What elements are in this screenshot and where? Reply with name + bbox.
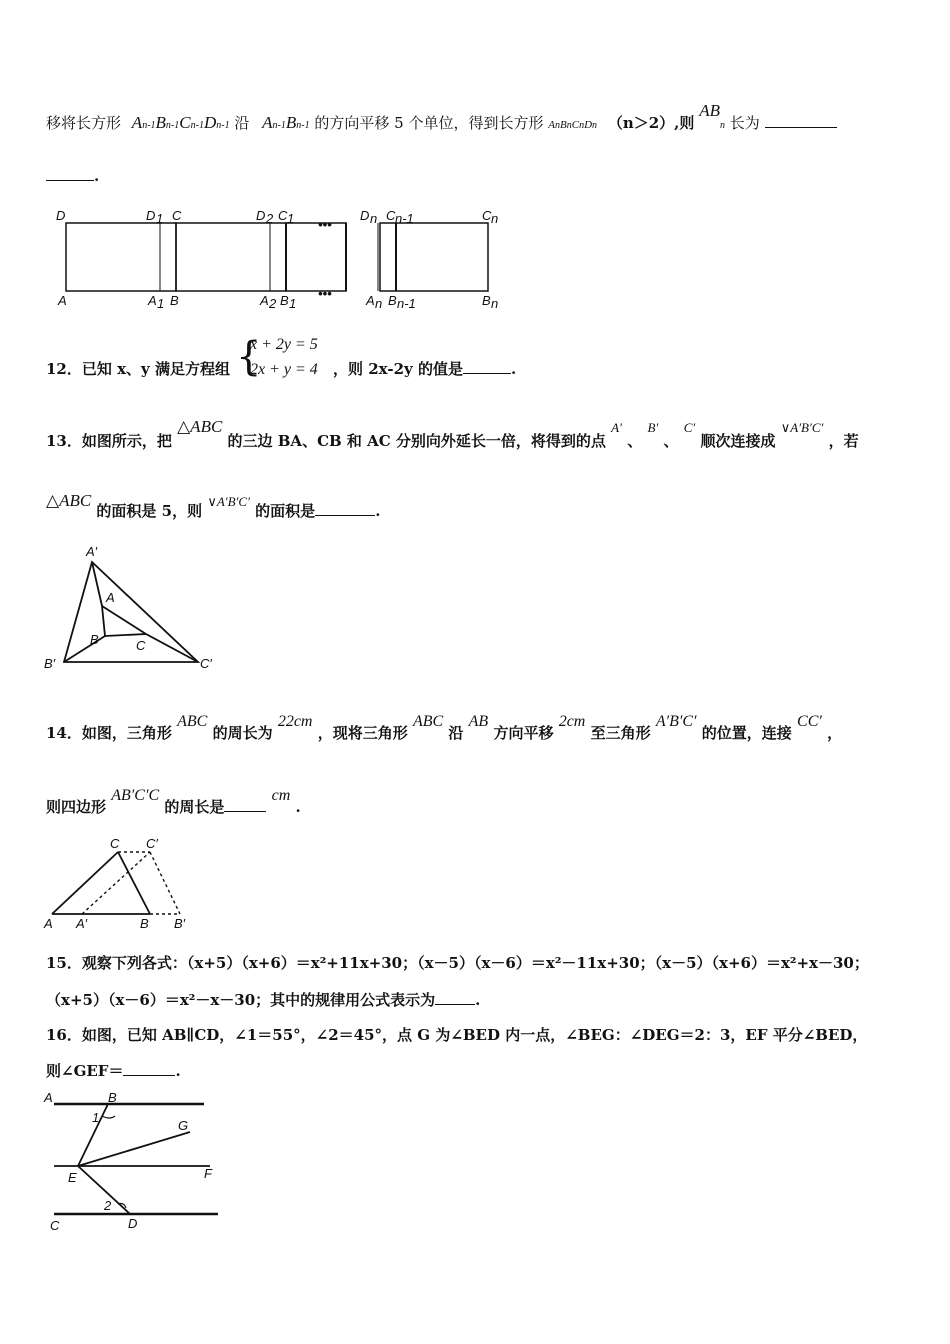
q11-ab: ABn [699, 101, 725, 131]
fig13-label-C1: C′ [200, 656, 212, 671]
q16-answer-blank[interactable] [123, 1061, 175, 1076]
fig14-label-A: A [44, 916, 53, 931]
q13-tri2: ∨A′B′C′ [780, 420, 824, 435]
svg-text:n: n [491, 296, 499, 311]
q12-eq2: 2x + y = 4 [250, 361, 318, 378]
fig14-label-C1: C′ [146, 836, 158, 851]
fig11-rectangles [50, 205, 510, 315]
fig11-dots-top: ••• [318, 217, 332, 232]
q15-line1: 15．观察下列各式：（x+5）（x+6）＝x²+11x+30；（x－5）（x－6）＝x²－11x+30；（x－5）（x+6）＝x²+x－30； [46, 954, 869, 972]
q14-distance: 2cm [558, 713, 586, 730]
fig14-label-B: B [140, 916, 149, 931]
fig11-label-C: C [172, 208, 182, 223]
svg-text:1: 1 [289, 296, 297, 311]
fig16-label-C: C [50, 1218, 60, 1233]
q11-long-for: 长为 [729, 114, 760, 132]
fig16-parallel-lines [40, 1088, 230, 1238]
svg-text:1: 1 [157, 296, 165, 311]
fig16-angle-1: 1 [92, 1110, 100, 1125]
fig13-label-C: C [136, 638, 146, 653]
q12-text: 12．已知 x、y 满足方程组 [46, 360, 230, 378]
fig16-label-A: A [44, 1090, 53, 1105]
fig13-label-B1: B′ [44, 656, 56, 671]
q14-quad: AB′C′C [111, 787, 160, 804]
fig14-label-C: C [110, 836, 120, 851]
svg-text:1: 1 [156, 211, 164, 226]
fig11-label-Cn1: C [386, 208, 396, 223]
fig16-label-F: F [204, 1166, 212, 1181]
q13-line2: △ABC 的面积是 5，则 ∨A′B′C′ 的面积是 . [46, 491, 381, 520]
fig14-label-B1: B′ [174, 916, 186, 931]
fig16-label-G: G [178, 1118, 189, 1133]
fig13-label-A1: A′ [86, 544, 98, 559]
q14-perimeter: 22cm [277, 713, 313, 730]
svg-text:2: 2 [266, 211, 274, 226]
q12-answer-blank[interactable] [463, 359, 511, 374]
q11-along: 沿 [234, 114, 250, 132]
svg-text:n-1: n-1 [397, 296, 416, 311]
q14-line1: 14．如图，三角形 ABC 的周长为 22cm ，现将三角形 ABC 沿 AB 方向平移 2cm 至三角形 A′B′C′ 的位置，连接 CC′ ， [46, 713, 843, 742]
svg-text:2: 2 [269, 296, 277, 311]
fig11-label-B1: B [280, 293, 289, 308]
svg-text:1: 1 [287, 211, 295, 226]
q12 [46, 334, 517, 380]
fig14-translation [42, 834, 202, 934]
fig11-label-A2: A [260, 293, 269, 308]
fig16-label-B: B [108, 1090, 117, 1105]
q11-text-a: 移将长方形 [46, 114, 122, 132]
fig11-label-Dn: D [360, 208, 370, 223]
fig11-label-B: B [170, 293, 179, 308]
q13-B1: B′ [647, 420, 659, 435]
fig16-label-E: E [68, 1170, 77, 1185]
q11-text-b: 的方向平移 5 个单位，得到长方形 [314, 114, 544, 132]
fig11-label-A1: A [148, 293, 157, 308]
q13-A1: A′ [611, 420, 622, 435]
q14-abc: ABC [177, 713, 208, 730]
svg-text:n: n [370, 211, 378, 226]
fig13-label-A: A [106, 590, 115, 605]
q11-side: An-1Bn-1 [262, 113, 310, 132]
q16-line2: 则∠GEF＝ . [46, 1062, 181, 1080]
fig11-dots-bottom: ••• [318, 286, 332, 301]
q11-answer-blank[interactable] [765, 113, 837, 128]
q11-rect-prev: An-1Bn-1Cn-1Dn-1 [131, 113, 230, 132]
fig11-label-Bn: B [482, 293, 491, 308]
q11-line1 [46, 101, 837, 133]
fig11-label-D1: D [146, 208, 156, 223]
fig11-label-D2: D [256, 208, 266, 223]
fig13-triangles [40, 540, 230, 675]
q16-line1: 16．如图，已知 AB∥CD，∠1＝55°，∠2＝45°，点 G 为∠BED 内一点，∠BEG：∠DEG＝2：3，EF 平分∠BED， [46, 1026, 868, 1044]
q13-C1: C′ [683, 420, 696, 435]
q11-line2: . [46, 166, 99, 185]
q14-line2: 则四边形 AB′C′C 的周长是 cm . [46, 787, 301, 816]
svg-text:n: n [375, 296, 383, 311]
q13-tri: △ABC [177, 417, 223, 436]
fig11-label-Cn: C [482, 208, 492, 223]
fig11-label-C1: C [278, 208, 288, 223]
q14-answer-blank[interactable] [224, 797, 266, 812]
fig11-label-A: A [58, 293, 67, 308]
q11-rect-new: AnBnCnDn [548, 119, 598, 131]
fig11-label-An: A [366, 293, 375, 308]
svg-text:n: n [491, 211, 499, 226]
fig11-label-Bn1: B [388, 293, 397, 308]
q13-line1: 13．如图所示，把 △ABC 的三边 BA、CB 和 AC 分别向外延长一倍，将得到的点 A′ 、 B′ 、 C′ 顺次连接成 ∨A′B′C′ ，若 [46, 417, 859, 450]
svg-text:n-1: n-1 [395, 211, 414, 226]
fig16-label-D: D [128, 1216, 138, 1231]
fig13-label-B: B [90, 632, 99, 647]
q15-line2: （x+5）（x－6）＝x²－x－30；其中的规律用公式表示为 . [46, 991, 481, 1009]
q12-eq1: x + 2y = 5 [250, 336, 318, 353]
q11-condition: （n＞2）,则 [607, 114, 695, 132]
q11-answer-blank-2[interactable] [46, 166, 94, 181]
q13-tri4: ∨A′B′C′ [207, 494, 250, 509]
q15-answer-blank[interactable] [435, 990, 475, 1005]
fig14-label-A1: A′ [76, 916, 88, 931]
fig11-label-D: D [56, 208, 66, 223]
q13-answer-blank[interactable] [315, 501, 375, 516]
fig16-angle-2: 2 [104, 1198, 112, 1213]
q12-brace: { [236, 334, 262, 380]
q13-tri3: △ABC [46, 491, 92, 510]
q12-tail: ，则 2x-2y 的值是 . [333, 360, 517, 378]
